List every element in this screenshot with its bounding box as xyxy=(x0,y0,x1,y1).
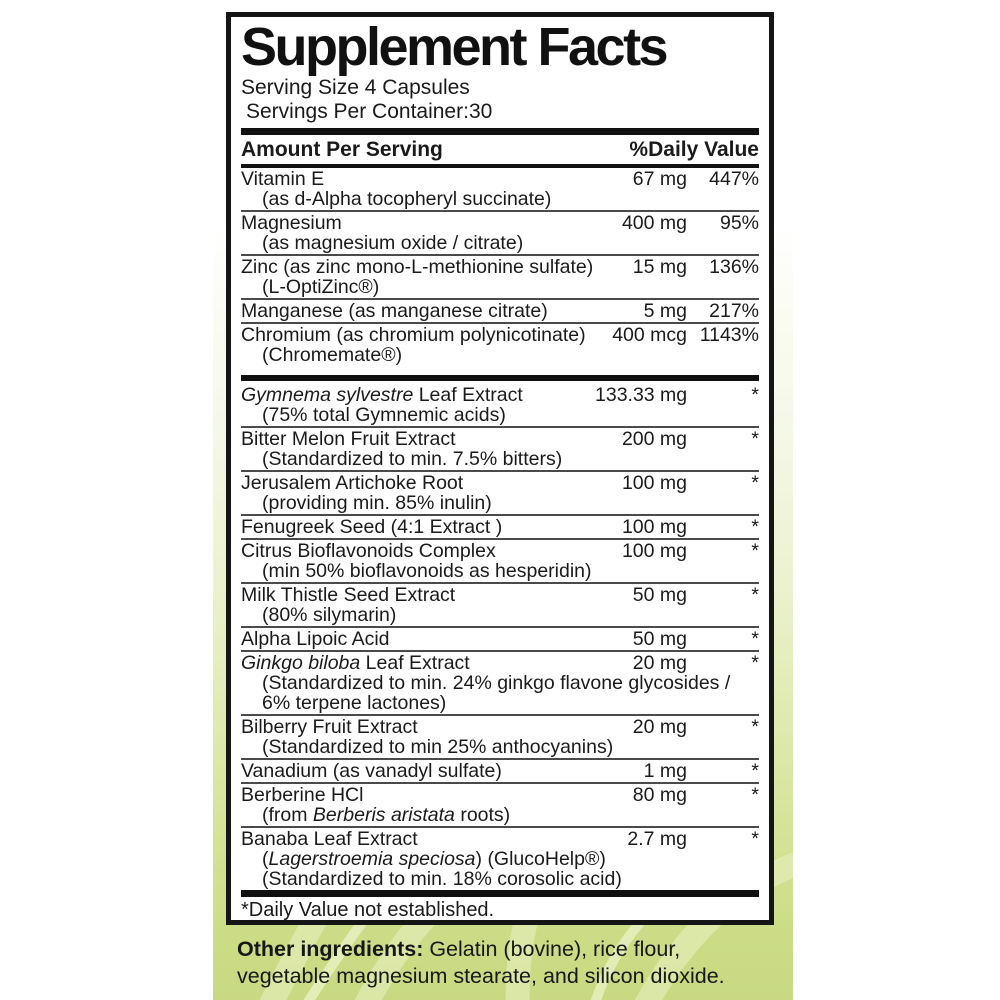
ingredient-rows xyxy=(241,168,759,890)
text-run: Leaf Extract xyxy=(360,652,470,674)
ingredient-detail xyxy=(241,493,759,513)
table-row xyxy=(241,168,759,210)
text-run: Fenugreek Seed (4:1 Extract ) xyxy=(241,516,503,538)
table-row xyxy=(241,626,759,650)
text-run: roots) xyxy=(454,804,511,826)
panel-title: Supplement Facts xyxy=(241,17,667,77)
text-run: Zinc (as zinc mono-L-methionine sulfate) xyxy=(241,256,594,278)
ingredient-detail xyxy=(241,189,759,209)
ingredient-amount: 15 mg xyxy=(632,256,687,278)
text-run: ( xyxy=(262,848,269,870)
divider-thick-top xyxy=(241,128,759,135)
table-row xyxy=(241,210,759,254)
ingredient-daily-value: 217% xyxy=(709,300,759,322)
ingredient-daily-value: * xyxy=(751,716,759,738)
ingredient-amount: 67 mg xyxy=(632,168,687,190)
ingredient-detail xyxy=(241,345,759,365)
ingredient-amount: 100 mg xyxy=(621,540,687,562)
text-run: Bilberry Fruit Extract xyxy=(241,716,418,738)
ingredient-daily-value: * xyxy=(751,760,759,782)
table-row xyxy=(241,426,759,470)
ingredient-main-line xyxy=(241,257,759,277)
text-run: Leaf Extract xyxy=(413,384,523,406)
ingredient-name xyxy=(241,653,595,673)
ingredient-daily-value: * xyxy=(751,828,759,850)
ingredient-amount: 100 mg xyxy=(621,516,687,538)
latin-name: Berberis aristata xyxy=(312,804,455,826)
text-run: (Chromemate®) xyxy=(262,344,403,366)
ingredient-amount: 2.7 mg xyxy=(627,828,687,850)
other-ingredients-text: Gelatin (bovine), rice flour, vegetable magnesium stearate, and silicon dioxide. xyxy=(237,937,725,988)
table-row xyxy=(241,254,759,298)
ingredient-detail xyxy=(241,449,759,469)
text-run: Banaba Leaf Extract xyxy=(241,828,418,850)
header-daily-value: %Daily Value xyxy=(629,138,759,161)
ingredient-daily-value: * xyxy=(751,516,759,538)
ingredient-name xyxy=(241,257,595,277)
ingredient-daily-value: 447% xyxy=(709,168,759,190)
servings-per-container: Servings Per Container:30 xyxy=(246,100,493,123)
text-run: Magnesium xyxy=(241,212,342,234)
ingredient-detail xyxy=(241,561,759,581)
ingredient-detail xyxy=(241,737,759,757)
ingredient-detail xyxy=(241,869,759,889)
ingredient-main-line xyxy=(241,653,759,673)
ingredient-daily-value: * xyxy=(751,652,759,674)
table-header xyxy=(241,135,759,164)
ingredient-amount: 5 mg xyxy=(643,300,687,322)
ingredient-detail xyxy=(241,805,759,825)
ingredient-daily-value: * xyxy=(751,540,759,562)
ingredient-main-line xyxy=(241,385,759,405)
text-run: (as d-Alpha tocopheryl succinate) xyxy=(262,188,552,210)
ingredient-main-line xyxy=(241,829,759,849)
serving-size: Serving Size 4 Capsules xyxy=(241,76,470,99)
ingredient-main-line xyxy=(241,473,759,493)
text-run: Citrus Bioflavonoids Complex xyxy=(241,540,496,562)
ingredient-amount: 50 mg xyxy=(632,584,687,606)
table-row xyxy=(241,514,759,538)
ingredient-main-line xyxy=(241,517,759,537)
text-run: Alpha Lipoic Acid xyxy=(241,628,390,650)
table-row xyxy=(241,582,759,626)
ingredient-name xyxy=(241,385,595,405)
ingredient-main-line xyxy=(241,169,759,189)
ingredient-amount: 50 mg xyxy=(632,628,687,650)
ingredient-name xyxy=(241,517,595,537)
ingredient-name xyxy=(241,585,595,605)
daily-value-footnote: *Daily Value not established. xyxy=(241,899,495,921)
text-run: (Standardized to min 25% anthocyanins) xyxy=(262,736,614,758)
text-run: Bitter Melon Fruit Extract xyxy=(241,428,456,450)
ingredient-daily-value: 1143% xyxy=(699,324,759,346)
ingredient-name xyxy=(241,169,595,189)
text-run: (min 50% bioflavonoids as hesperidin) xyxy=(262,560,592,582)
ingredient-main-line xyxy=(241,541,759,561)
ingredient-daily-value: * xyxy=(751,628,759,650)
text-run: (Standardized to min. 18% corosolic acid) xyxy=(262,868,622,890)
ingredient-amount: 1 mg xyxy=(643,760,687,782)
ingredient-detail xyxy=(241,605,759,625)
latin-name: Lagerstroemia speciosa xyxy=(268,848,476,870)
ingredient-name xyxy=(241,301,595,321)
text-run: (from xyxy=(262,804,313,826)
ingredient-main-line xyxy=(241,717,759,737)
text-run: (providing min. 85% inulin) xyxy=(262,492,492,514)
ingredient-name xyxy=(241,429,595,449)
ingredient-name xyxy=(241,325,595,345)
ingredient-amount: 20 mg xyxy=(632,652,687,674)
header-amount-per-serving: Amount Per Serving xyxy=(241,138,443,161)
table-row xyxy=(241,298,759,322)
text-run: (75% total Gymnemic acids) xyxy=(262,404,506,426)
text-run: Vanadium (as vanadyl sulfate) xyxy=(241,760,502,782)
table-row xyxy=(241,714,759,758)
text-run: Jerusalem Artichoke Root xyxy=(241,472,464,494)
ingredient-detail xyxy=(241,849,759,869)
table-row xyxy=(241,538,759,582)
text-run: Chromium (as chromium polynicotinate) xyxy=(241,324,586,346)
supplement-facts-panel xyxy=(226,12,774,925)
other-ingredients-label: Other ingredients: xyxy=(237,937,424,961)
divider-thick-section xyxy=(241,375,759,381)
divider-thick-bottom xyxy=(241,890,759,897)
table-row xyxy=(241,826,759,890)
ingredient-name xyxy=(241,717,595,737)
text-run: (as magnesium oxide / citrate) xyxy=(262,232,524,254)
ingredient-daily-value: * xyxy=(751,584,759,606)
ingredient-detail xyxy=(241,673,759,713)
ingredient-main-line xyxy=(241,429,759,449)
latin-name: Ginkgo biloba xyxy=(241,652,361,674)
text-run: (80% silymarin) xyxy=(262,604,397,626)
text-run: Vitamin E xyxy=(241,168,325,190)
ingredient-amount: 400 mg xyxy=(621,212,687,234)
ingredient-name xyxy=(241,473,595,493)
ingredient-daily-value: * xyxy=(751,428,759,450)
ingredient-main-line xyxy=(241,301,759,321)
ingredient-daily-value: * xyxy=(751,784,759,806)
ingredient-detail xyxy=(241,233,759,253)
table-row xyxy=(241,322,759,366)
other-ingredients xyxy=(237,936,767,990)
ingredient-name xyxy=(241,541,595,561)
ingredient-amount: 200 mg xyxy=(621,428,687,450)
ingredient-amount: 20 mg xyxy=(632,716,687,738)
table-row xyxy=(241,384,759,426)
ingredient-amount: 133.33 mg xyxy=(595,384,688,406)
text-run: (Standardized to min. 24% ginkgo flavone glycosides / 6% terpene lactones) xyxy=(262,672,731,714)
ingredient-daily-value: * xyxy=(751,384,759,406)
ingredient-amount: 100 mg xyxy=(621,472,687,494)
latin-name: Gymnema sylvestre xyxy=(241,384,414,406)
text-run: Manganese (as manganese citrate) xyxy=(241,300,548,322)
table-row xyxy=(241,758,759,782)
ingredient-main-line xyxy=(241,629,759,649)
text-run: ) (GlucoHelp®) xyxy=(475,848,606,870)
ingredient-daily-value: * xyxy=(751,472,759,494)
ingredient-main-line xyxy=(241,785,759,805)
ingredient-name xyxy=(241,785,595,805)
ingredient-name xyxy=(241,829,595,849)
ingredient-main-line xyxy=(241,761,759,781)
text-run: (L-OptiZinc®) xyxy=(262,276,380,298)
ingredient-name xyxy=(241,629,595,649)
table-row xyxy=(241,650,759,714)
ingredient-detail xyxy=(241,405,759,425)
ingredient-name xyxy=(241,213,595,233)
table-row xyxy=(241,470,759,514)
table-row xyxy=(241,782,759,826)
ingredient-daily-value: 95% xyxy=(719,212,759,234)
text-run: (Standardized to min. 7.5% bitters) xyxy=(262,448,563,470)
text-run: Milk Thistle Seed Extract xyxy=(241,584,456,606)
text-run: Berberine HCl xyxy=(241,784,364,806)
ingredient-main-line xyxy=(241,325,759,345)
ingredient-main-line xyxy=(241,213,759,233)
ingredient-main-line xyxy=(241,585,759,605)
ingredient-detail xyxy=(241,277,759,297)
ingredient-amount: 400 mcg xyxy=(612,324,687,346)
ingredient-daily-value: 136% xyxy=(709,256,759,278)
ingredient-name xyxy=(241,761,595,781)
ingredient-amount: 80 mg xyxy=(632,784,687,806)
